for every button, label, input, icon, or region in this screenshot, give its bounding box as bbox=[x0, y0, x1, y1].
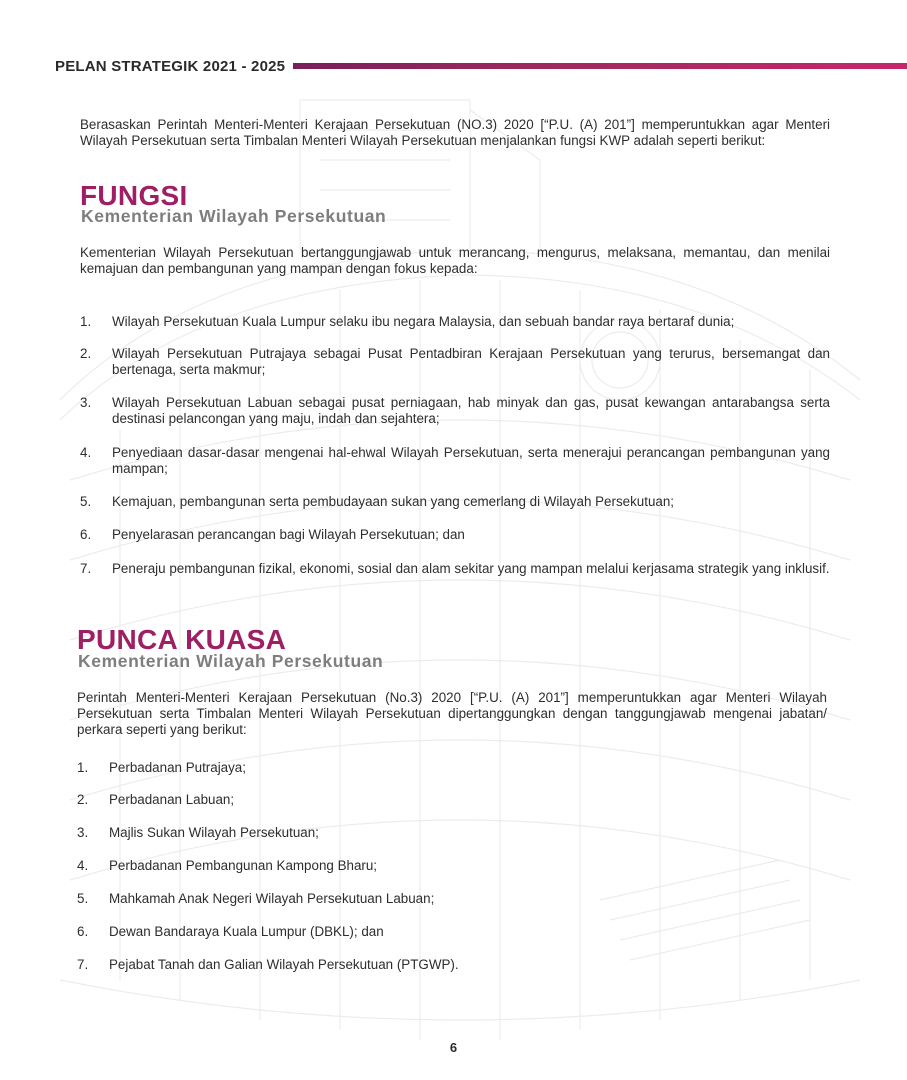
list-item bbox=[80, 445, 830, 477]
list-item bbox=[80, 314, 830, 330]
list-item-text: Perbadanan Pembangunan Kampong Bharu; bbox=[109, 858, 378, 873]
list-item-number: 2. bbox=[80, 346, 92, 361]
list-item-number: 4. bbox=[77, 858, 89, 873]
list-item-text: Perbadanan Labuan; bbox=[109, 792, 235, 807]
list-item-number: 7. bbox=[77, 957, 89, 972]
intro-paragraph: Berasaskan Perintah Menteri-Menteri Kerajaan Persekutuan (NO.3) 2020 [“P.U. (A) 201”] memperuntukkan agar Menteri Wilayah Persekutuan serta Timbalan Menteri Wilayah Persekutuan menjalankan fungsi KWP adalah seperti berikut: bbox=[80, 117, 830, 148]
list-item-text: Majlis Sukan Wilayah Persekutuan; bbox=[109, 825, 319, 840]
list-item-number: 2. bbox=[77, 792, 89, 807]
list-item bbox=[77, 924, 827, 940]
list-item-number: 3. bbox=[77, 825, 89, 840]
punca-list bbox=[77, 760, 827, 980]
list-item bbox=[77, 760, 827, 776]
list-item-text: Penyelarasan perancangan bagi Wilayah Persekutuan; dan bbox=[112, 527, 465, 542]
list-item-text: Wilayah Persekutuan Labuan sebagai pusat perniagaan, hab minyak dan gas, pusat kewangan antarabangsa serta destinasi pelancongan yang maju, indah dan sejahtera; bbox=[112, 395, 830, 426]
list-item bbox=[80, 494, 830, 510]
list-item-text: Peneraju pembangunan fizikal, ekonomi, sosial dan alam sekitar yang mampan melalui kerjasama strategik yang inklusif. bbox=[112, 561, 830, 576]
punca-title: PUNCA KUASA bbox=[77, 624, 287, 655]
fungsi-title: FUNGSI bbox=[80, 180, 188, 211]
list-item-number: 1. bbox=[77, 760, 89, 775]
list-item bbox=[77, 891, 827, 907]
list-item bbox=[80, 527, 830, 543]
punca-paragraph: Perintah Menteri-Menteri Kerajaan Persekutuan (No.3) 2020 [“P.U. (A) 201”] memperuntukkan agar Menteri Wilayah Persekutuan serta Timbalan Menteri Wilayah Persekutuan dipertanggungkan dengan tanggungjawab mengenai jabatan/ perkara seperti yang berikut: bbox=[77, 690, 827, 737]
list-item bbox=[77, 792, 827, 808]
list-item-number: 6. bbox=[80, 527, 92, 542]
list-item-number: 1. bbox=[80, 314, 92, 329]
list-item bbox=[77, 858, 827, 874]
list-item-text: Wilayah Persekutuan Kuala Lumpur selaku ibu negara Malaysia, dan sebuah bandar raya bertaraf dunia; bbox=[112, 314, 735, 329]
list-item-text: Penyediaan dasar-dasar mengenai hal-ehwal Wilayah Persekutuan, serta menerajui perancangan pembangunan yang mampan; bbox=[112, 445, 830, 476]
list-item bbox=[80, 395, 830, 427]
list-item bbox=[80, 561, 830, 577]
list-item-text: Dewan Bandaraya Kuala Lumpur (DBKL); dan bbox=[109, 924, 384, 939]
punca-subtitle: Kementerian Wilayah Persekutuan bbox=[78, 651, 384, 671]
list-item-text: Kemajuan, pembangunan serta pembudayaan sukan yang cemerlang di Wilayah Persekutuan; bbox=[112, 494, 675, 509]
list-item-text: Wilayah Persekutuan Putrajaya sebagai Pusat Pentadbiran Kerajaan Persekutuan yang terurus, bersemangat dan bertenaga, serta makmur; bbox=[112, 346, 830, 377]
list-item bbox=[80, 346, 830, 378]
fungsi-paragraph: Kementerian Wilayah Persekutuan bertanggungjawab untuk merancang, mengurus, melaksana, memantau, dan menilai kemajuan dan pembangunan yang mampan dengan fokus kepada: bbox=[80, 245, 830, 276]
list-item-number: 7. bbox=[80, 561, 92, 576]
header-accent-bar bbox=[293, 63, 907, 69]
fungsi-list bbox=[80, 314, 830, 604]
page-header bbox=[55, 56, 907, 76]
list-item bbox=[77, 825, 827, 841]
page-number: 6 bbox=[449, 1040, 458, 1055]
list-item-number: 4. bbox=[80, 445, 92, 460]
list-item-text: Mahkamah Anak Negeri Wilayah Persekutuan Labuan; bbox=[109, 891, 435, 906]
list-item bbox=[77, 957, 827, 973]
fungsi-subtitle: Kementerian Wilayah Persekutuan bbox=[81, 206, 387, 226]
list-item-number: 5. bbox=[80, 494, 92, 509]
list-item-text: Perbadanan Putrajaya; bbox=[109, 760, 246, 775]
list-item-number: 5. bbox=[77, 891, 89, 906]
header-title: PELAN STRATEGIK 2021 - 2025 bbox=[55, 57, 286, 75]
list-item-number: 3. bbox=[80, 395, 92, 410]
list-item-text: Pejabat Tanah dan Galian Wilayah Persekutuan (PTGWP). bbox=[109, 957, 459, 972]
list-item-number: 6. bbox=[77, 924, 89, 939]
